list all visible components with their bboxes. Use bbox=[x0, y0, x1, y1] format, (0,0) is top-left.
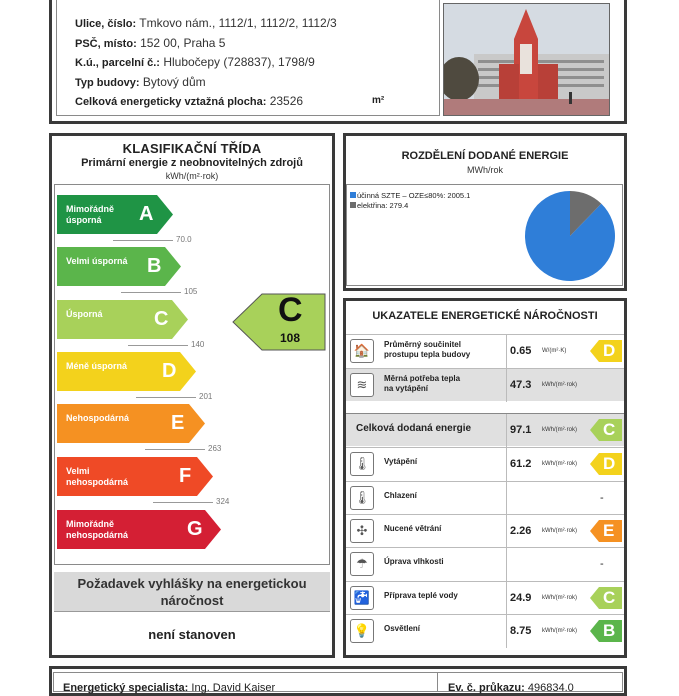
energy-class-f bbox=[57, 457, 213, 496]
building-photo bbox=[443, 3, 610, 116]
distribution-unit: MWh/rok bbox=[467, 165, 503, 175]
indicator-empty: - bbox=[600, 558, 604, 570]
specialist: Energetický specialista: Ing. David Kaiser bbox=[63, 682, 276, 694]
distribution-pie-chart bbox=[524, 190, 616, 282]
threshold-value: 324 bbox=[216, 497, 230, 506]
indicator-row bbox=[346, 368, 624, 401]
indicator-value: 24.9 bbox=[510, 592, 532, 604]
distribution-legend bbox=[350, 191, 470, 211]
result-arrow bbox=[232, 293, 326, 351]
energy-class-c bbox=[57, 300, 188, 339]
area-unit: m² bbox=[372, 95, 385, 106]
energy-class-g bbox=[57, 510, 221, 549]
indicator-row bbox=[346, 547, 624, 580]
indicators-title: UKAZATELE ENERGETICKÉ NÁROČNOSTI bbox=[372, 310, 598, 322]
indicator-name: Příprava teplé vody bbox=[384, 591, 458, 600]
energy-class-letter: B bbox=[147, 255, 162, 277]
indicator-value: 61.2 bbox=[510, 458, 532, 470]
indicator-class-badge: C bbox=[590, 419, 622, 441]
parcel-value: Hlubočepy (728837), 1798/9 bbox=[163, 55, 315, 69]
indicator-value: 0.65 bbox=[510, 345, 532, 357]
indicator-name: Chlazení bbox=[384, 491, 417, 500]
energy-class-e bbox=[57, 404, 205, 443]
energy-class-a bbox=[57, 195, 173, 234]
energy-class-d bbox=[57, 352, 196, 391]
energy-class-letter: C bbox=[154, 308, 169, 330]
indicator-unit: kWh/(m²·rok) bbox=[542, 461, 577, 467]
energy-class-name: Nehospodárná bbox=[66, 413, 130, 423]
indicator-icon: 🏠 bbox=[350, 339, 374, 363]
indicator-value: 2.26 bbox=[510, 525, 532, 537]
indicator-class-badge: C bbox=[590, 587, 622, 609]
legend-swatch-szte bbox=[350, 192, 356, 198]
area-row: Celková energeticky vztažná plocha: 23526 bbox=[75, 94, 304, 108]
threshold-value: 70.0 bbox=[176, 235, 192, 244]
threshold-line bbox=[128, 345, 188, 346]
energy-class-name: Mimořádně úsporná bbox=[66, 204, 115, 225]
distribution-title: ROZDĚLENÍ DODANÉ ENERGIE bbox=[401, 150, 569, 162]
indicator-class-badge: D bbox=[590, 340, 622, 362]
legend-item-szte: účinná SZTE – OZE≤80%: 2005.1 bbox=[350, 191, 470, 201]
type-value: Bytový dům bbox=[142, 75, 206, 89]
indicator-name: Průměrný součinitel prostupu tepla budovy bbox=[384, 340, 471, 359]
indicator-empty: - bbox=[600, 492, 604, 504]
threshold-value: 263 bbox=[208, 444, 222, 453]
type-row: Typ budovy: Bytový dům bbox=[75, 75, 206, 89]
threshold-value: 140 bbox=[191, 340, 205, 349]
indicator-icon: ✣ bbox=[350, 519, 374, 543]
classification-subtitle: Primární energie z neobnovitelných zdrojů bbox=[81, 157, 303, 169]
indicator-name: Celková dodaná energie bbox=[356, 423, 472, 434]
indicator-name: Úprava vlhkosti bbox=[384, 557, 444, 566]
threshold-line bbox=[113, 240, 173, 241]
energy-class-name: Velmi nehospodárná bbox=[66, 466, 129, 487]
indicator-class-badge: E bbox=[590, 520, 622, 542]
indicator-unit: kWh/(m²·rok) bbox=[542, 382, 577, 388]
energy-class-letter: F bbox=[179, 465, 192, 487]
indicator-icon: 🚰 bbox=[350, 586, 374, 610]
threshold-line bbox=[153, 502, 213, 503]
classification-title: KLASIFIKAČNÍ TŘÍDA bbox=[122, 141, 262, 156]
energy-class-name: Úsporná bbox=[66, 309, 103, 319]
threshold-value: 201 bbox=[199, 392, 213, 401]
energy-class-letter: G bbox=[187, 518, 203, 540]
indicator-row bbox=[346, 413, 624, 446]
psc-value: 152 00, Praha 5 bbox=[140, 36, 226, 50]
energy-class-name: Mimořádně nehospodárná bbox=[66, 519, 129, 540]
psc-row: PSČ, místo: 152 00, Praha 5 bbox=[75, 36, 226, 50]
indicator-unit: kWh/(m²·rok) bbox=[542, 628, 577, 634]
indicator-value: 8.75 bbox=[510, 625, 532, 637]
energy-class-letter: A bbox=[139, 203, 154, 225]
street-value: Tmkovo nám., 1112/1, 1112/2, 1112/3 bbox=[139, 16, 337, 30]
indicator-row bbox=[346, 614, 624, 647]
registration-number: Ev. č. průkazu: 496834.0 bbox=[448, 682, 574, 694]
result-letter: C bbox=[278, 291, 303, 329]
result-value: 108 bbox=[280, 331, 301, 345]
indicator-icon: ☂ bbox=[350, 552, 374, 576]
energy-class-b bbox=[57, 247, 181, 286]
indicator-icon: ≋ bbox=[350, 373, 374, 397]
indicator-class-badge: D bbox=[590, 453, 622, 475]
energy-class-letter: D bbox=[162, 360, 177, 382]
indicator-row bbox=[346, 514, 624, 547]
threshold-line bbox=[145, 449, 205, 450]
indicator-unit: kWh/(m²·rok) bbox=[542, 595, 577, 601]
indicator-value: 47.3 bbox=[510, 379, 532, 391]
indicator-unit: kWh/(m²·rok) bbox=[542, 427, 577, 433]
requirement-value: není stanoven bbox=[148, 627, 236, 642]
energy-class-name: Méně úsporná bbox=[66, 361, 128, 371]
legend-swatch-electricity bbox=[350, 202, 356, 208]
indicator-row bbox=[346, 481, 624, 514]
indicator-unit: W/(m²·K) bbox=[542, 348, 567, 354]
energy-class-name: Velmi úsporná bbox=[66, 256, 128, 266]
parcel-row: K.ú., parcelní č.: Hlubočepy (728837), 1798/9 bbox=[75, 55, 315, 69]
indicator-row bbox=[346, 334, 624, 367]
area-value: 23526 bbox=[269, 94, 304, 108]
indicator-name: Vytápění bbox=[384, 457, 418, 466]
indicator-unit: kWh/(m²·rok) bbox=[542, 528, 577, 534]
indicator-row bbox=[346, 581, 624, 614]
indicator-value: 97.1 bbox=[510, 424, 532, 436]
indicator-name: Osvětlení bbox=[384, 624, 421, 633]
indicator-class-badge: B bbox=[590, 620, 622, 642]
indicator-name: Nucené větrání bbox=[384, 524, 442, 533]
classification-unit: kWh/(m²·rok) bbox=[165, 171, 219, 181]
energy-class-letter: E bbox=[171, 412, 185, 434]
indicator-name: Měrná potřeba tepla na vytápění bbox=[384, 374, 461, 393]
threshold-line bbox=[136, 397, 196, 398]
property-panel bbox=[49, 0, 627, 124]
requirement-title: Požadavek vyhlášky na energetickou náročnost bbox=[77, 576, 307, 608]
legend-item-electricity: elektřina: 279.4 bbox=[350, 201, 470, 211]
threshold-line bbox=[121, 292, 181, 293]
indicator-icon: 💡 bbox=[350, 619, 374, 643]
indicator-row bbox=[346, 447, 624, 480]
requirement-box bbox=[54, 572, 330, 612]
threshold-value: 105 bbox=[184, 287, 198, 296]
indicator-icon: 🌡 bbox=[350, 452, 374, 476]
indicator-icon: 🌡 bbox=[350, 486, 374, 510]
street-row: Ulice, číslo: Tmkovo nám., 1112/1, 1112/2, 1112/3 bbox=[75, 16, 337, 30]
